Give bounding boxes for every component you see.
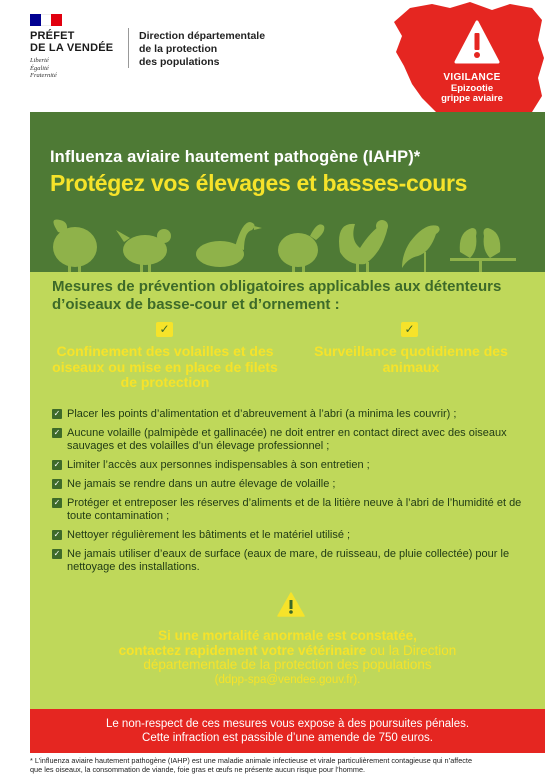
banner-title: Protégez vos élevages et basses-cours bbox=[50, 170, 468, 196]
songbird-icon bbox=[402, 225, 440, 272]
penalty-line-1: Le non-respect de ces mesures vous expose à des poursuites pénales. bbox=[105, 718, 470, 730]
vigilance-title: VIGILANCE bbox=[443, 72, 501, 83]
mortality-alert bbox=[30, 629, 545, 687]
hen-icon bbox=[116, 229, 171, 272]
alert-line-3: départementale de la protection des populations bbox=[143, 657, 432, 672]
checkbox-icon: ✓ bbox=[53, 409, 61, 418]
penalty-line-2: Cette infraction est passible d’une amende de 750 euros. bbox=[142, 732, 433, 744]
checkmark-icon: ✓ bbox=[156, 322, 173, 337]
checkbox-icon: ✓ bbox=[53, 530, 61, 539]
title-banner bbox=[30, 112, 545, 272]
measure-text: Nettoyer régulièrement les bâtiments et le matériel utilisé ; bbox=[67, 529, 351, 541]
vendee-map-icon bbox=[392, 0, 545, 126]
prefet-line-2: DE LA VENDÉE bbox=[30, 42, 114, 54]
measure-text: Limiter l’accès aux personnes indispensables à son entretien ; bbox=[67, 459, 370, 471]
alert-line-1: Si une mortalité anormale est constatée, bbox=[158, 628, 417, 643]
footnote bbox=[30, 756, 540, 774]
checkbox-icon: ✓ bbox=[53, 428, 61, 437]
warning-triangle-icon bbox=[277, 592, 305, 617]
list-item bbox=[52, 427, 527, 453]
measure-text: Ne jamais se rendre dans un autre élevage de volaille ; bbox=[67, 478, 336, 490]
measure-text: Ne jamais utiliser d’eaux de surface (eaux de mare, de ruisseau, de pluie collectée) pour le nettoyage des installations. bbox=[67, 548, 510, 573]
footnote-line-1: * L’influenza aviaire hautement pathogène (IAHP) est une maladie animale infectieuse et virale particulièrement contagieuse qui n’affecte bbox=[30, 756, 472, 765]
vigilance-badge bbox=[418, 73, 526, 105]
direction-name bbox=[139, 30, 265, 69]
rooster-icon bbox=[339, 220, 388, 272]
list-item bbox=[52, 497, 527, 523]
alert-line-2 bbox=[30, 644, 545, 659]
banner-subtitle: Influenza aviaire hautement pathogène (IAHP)* bbox=[50, 148, 421, 166]
measures-list bbox=[52, 408, 527, 580]
duck-icon bbox=[196, 222, 262, 267]
measure-text: Protéger et entreposer les réserves d’aliments et de la litière neuve à l’abri de l’humidité et de toute contamination ; bbox=[67, 497, 522, 522]
measure-confinement: Confinement des volailles et des oiseaux ou mise en place de filets de protection bbox=[52, 343, 278, 390]
republic-motto bbox=[30, 57, 57, 80]
list-item bbox=[52, 529, 527, 542]
prefet-line-1: PRÉFET bbox=[30, 30, 75, 42]
measures-intro: Mesures de prévention obligatoires applicables aux détenteurs d’oiseaux de basse-cour et d’ornement : bbox=[52, 278, 502, 313]
prefet-title bbox=[30, 30, 113, 54]
alert-email[interactable]: (ddpp-spa@vendee.gouv.fr). bbox=[214, 673, 361, 686]
checkmark-icon: ✓ bbox=[401, 322, 418, 337]
turkey-icon bbox=[53, 220, 97, 273]
checkbox-icon: ✓ bbox=[53, 460, 61, 469]
direction-line-2: de la protection bbox=[139, 43, 218, 55]
direction-line-3: des populations bbox=[139, 56, 220, 68]
checkbox-icon: ✓ bbox=[53, 479, 61, 488]
motto-egalite: Égalité bbox=[30, 64, 49, 72]
list-item bbox=[52, 478, 527, 491]
guinea-fowl-icon bbox=[278, 224, 324, 272]
header-divider bbox=[128, 28, 129, 68]
measure-text: Aucune volaille (palmipède et gallinacée) ne doit entrer en contact direct avec des oiseaux sauvages et des volailles d’un élevage professionnel ; bbox=[67, 427, 507, 452]
vigilance-line-2: Epizootie bbox=[450, 82, 494, 94]
list-item bbox=[52, 459, 527, 472]
lovebirds-icon bbox=[450, 228, 516, 272]
direction-line-1: Direction départementale bbox=[139, 30, 266, 42]
penalty-banner bbox=[30, 709, 545, 753]
motto-liberte: Liberté bbox=[30, 57, 49, 64]
header bbox=[0, 0, 545, 112]
alert-contact-vet: contactez rapidement votre vétérinaire bbox=[118, 642, 367, 658]
list-item bbox=[52, 408, 527, 421]
measures-panel bbox=[30, 272, 545, 709]
bird-silhouettes-illustration bbox=[30, 212, 545, 272]
checkbox-icon: ✓ bbox=[53, 549, 61, 558]
footnote-line-2: que les oiseaux, la consommation de viande, foie gras et œufs ne présente aucun risque pour l’homme. bbox=[30, 765, 366, 774]
motto-fraternite: Fraternité bbox=[30, 72, 57, 79]
vigilance-line-3: grippe aviaire bbox=[441, 93, 503, 104]
marianne-flag-logo bbox=[30, 14, 62, 26]
alert-or-direction: ou la Direction bbox=[366, 642, 457, 658]
list-item bbox=[52, 548, 527, 574]
checkbox-icon: ✓ bbox=[53, 498, 61, 507]
measure-surveillance: Surveillance quotidienne des animaux bbox=[314, 343, 508, 375]
measure-text: Placer les points d’alimentation et d’abreuvement à l’abri (a minima les couvrir) ; bbox=[67, 408, 457, 420]
